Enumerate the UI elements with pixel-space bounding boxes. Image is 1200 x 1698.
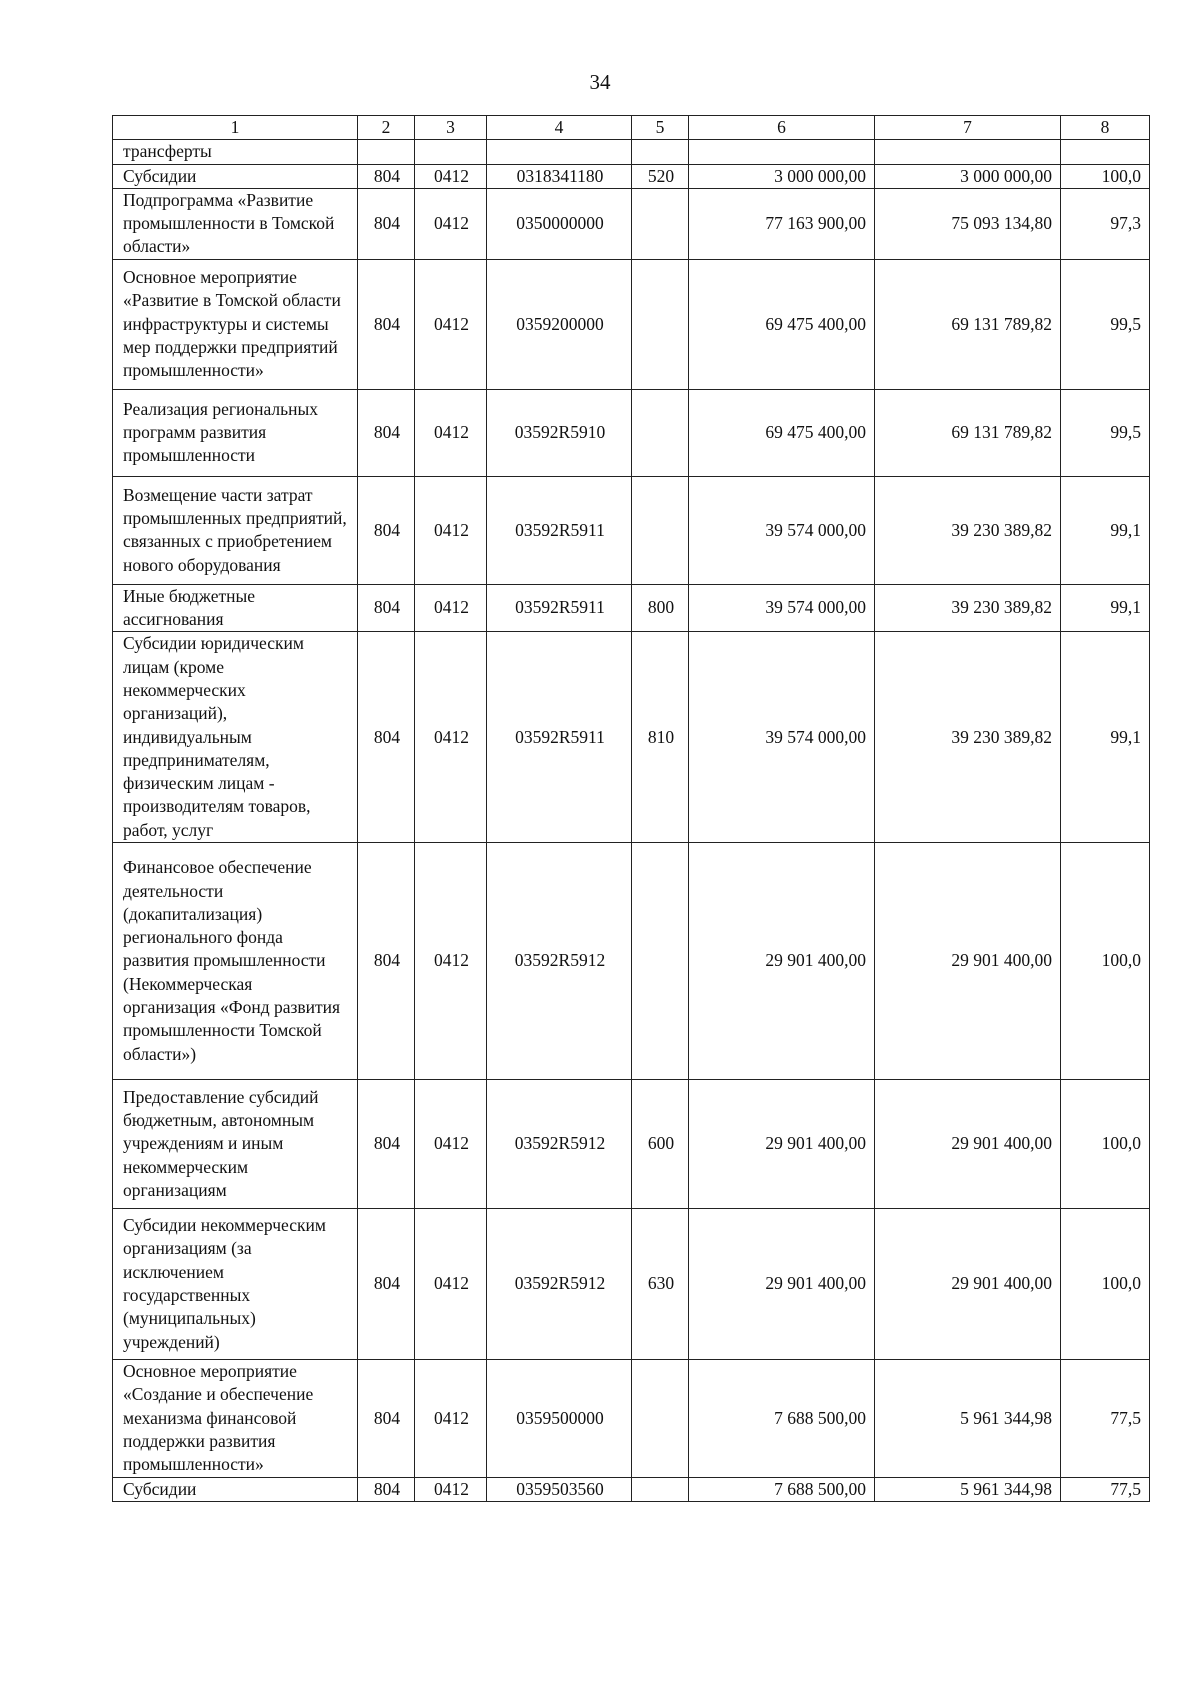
executed-amount-cell: 3 000 000,00 (875, 164, 1061, 188)
target-article-cell: 03592R5912 (487, 1209, 632, 1360)
percent-executed-cell: 100,0 (1061, 1080, 1150, 1209)
expense-type-cell (632, 1360, 689, 1477)
percent-executed-cell: 100,0 (1061, 164, 1150, 188)
row-name-cell: Основное мероприятие «Создание и обеспечение механизма финансовой поддержки развития промышленности» (113, 1360, 358, 1477)
section-code-cell: 0412 (415, 1080, 487, 1209)
row-name-cell: Финансовое обеспечение деятельности (докапитализация) регионального фонда развития промышленности (Некоммерческая организация «Фонд развития промышленности Томской области») (113, 843, 358, 1080)
admin-code-cell: 804 (358, 188, 415, 259)
expense-type-cell (632, 389, 689, 476)
percent-executed-cell: 100,0 (1061, 1209, 1150, 1360)
column-number: 2 (358, 116, 415, 140)
executed-amount-cell: 69 131 789,82 (875, 389, 1061, 476)
table-row (113, 843, 1150, 1080)
expense-type-cell: 810 (632, 632, 689, 843)
approved-amount-cell: 69 475 400,00 (689, 389, 875, 476)
budget-table (112, 115, 1150, 1502)
expense-type-cell (632, 188, 689, 259)
expense-type-cell (632, 259, 689, 389)
table-row (113, 188, 1150, 259)
admin-code-cell: 804 (358, 1080, 415, 1209)
executed-amount-cell: 69 131 789,82 (875, 259, 1061, 389)
expense-type-cell (632, 140, 689, 164)
row-name-cell: Субсидии некоммерческим организациям (за исключением государственных (муниципальных) учреждений) (113, 1209, 358, 1360)
target-article-cell: 03592R5912 (487, 1080, 632, 1209)
expense-type-cell: 800 (632, 584, 689, 632)
expense-type-cell: 600 (632, 1080, 689, 1209)
approved-amount-cell: 77 163 900,00 (689, 188, 875, 259)
section-code-cell: 0412 (415, 843, 487, 1080)
admin-code-cell: 804 (358, 584, 415, 632)
executed-amount-cell: 29 901 400,00 (875, 1209, 1061, 1360)
approved-amount-cell: 39 574 000,00 (689, 632, 875, 843)
executed-amount-cell: 39 230 389,82 (875, 584, 1061, 632)
table-row (113, 1360, 1150, 1477)
percent-executed-cell: 77,5 (1061, 1360, 1150, 1477)
approved-amount-cell: 69 475 400,00 (689, 259, 875, 389)
admin-code-cell: 804 (358, 389, 415, 476)
admin-code-cell (358, 140, 415, 164)
expense-type-cell (632, 1477, 689, 1501)
target-article-cell (487, 140, 632, 164)
executed-amount-cell (875, 140, 1061, 164)
table-row (113, 1209, 1150, 1360)
section-code-cell: 0412 (415, 1477, 487, 1501)
row-name-cell: Возмещение части затрат промышленных предприятий, связанных с приобретением нового оборудования (113, 476, 358, 584)
admin-code-cell: 804 (358, 632, 415, 843)
admin-code-cell: 804 (358, 1209, 415, 1360)
table-row (113, 140, 1150, 164)
approved-amount-cell: 29 901 400,00 (689, 843, 875, 1080)
column-number: 7 (875, 116, 1061, 140)
percent-executed-cell: 99,1 (1061, 476, 1150, 584)
target-article-cell: 03592R5911 (487, 476, 632, 584)
approved-amount-cell (689, 140, 875, 164)
percent-executed-cell: 99,5 (1061, 389, 1150, 476)
row-name-cell: трансферты (113, 140, 358, 164)
executed-amount-cell: 5 961 344,98 (875, 1360, 1061, 1477)
approved-amount-cell: 29 901 400,00 (689, 1209, 875, 1360)
executed-amount-cell: 75 093 134,80 (875, 188, 1061, 259)
target-article-cell: 03592R5912 (487, 843, 632, 1080)
section-code-cell: 0412 (415, 1209, 487, 1360)
section-code-cell: 0412 (415, 389, 487, 476)
target-article-cell: 0359500000 (487, 1360, 632, 1477)
table-row (113, 476, 1150, 584)
section-code-cell: 0412 (415, 584, 487, 632)
target-article-cell: 0359503560 (487, 1477, 632, 1501)
table-row (113, 259, 1150, 389)
executed-amount-cell: 39 230 389,82 (875, 632, 1061, 843)
target-article-cell: 03592R5911 (487, 632, 632, 843)
table-row (113, 164, 1150, 188)
table-body (113, 140, 1150, 1502)
executed-amount-cell: 29 901 400,00 (875, 843, 1061, 1080)
percent-executed-cell: 99,5 (1061, 259, 1150, 389)
section-code-cell: 0412 (415, 188, 487, 259)
percent-executed-cell (1061, 140, 1150, 164)
approved-amount-cell: 29 901 400,00 (689, 1080, 875, 1209)
section-code-cell: 0412 (415, 259, 487, 389)
table-row (113, 1080, 1150, 1209)
section-code-cell: 0412 (415, 476, 487, 584)
target-article-cell: 0318341180 (487, 164, 632, 188)
target-article-cell: 0359200000 (487, 259, 632, 389)
approved-amount-cell: 7 688 500,00 (689, 1360, 875, 1477)
admin-code-cell: 804 (358, 259, 415, 389)
expense-type-cell: 520 (632, 164, 689, 188)
approved-amount-cell: 39 574 000,00 (689, 584, 875, 632)
row-name-cell: Подпрограмма «Развитие промышленности в Томской области» (113, 188, 358, 259)
column-number: 8 (1061, 116, 1150, 140)
executed-amount-cell: 29 901 400,00 (875, 1080, 1061, 1209)
target-article-cell: 0350000000 (487, 188, 632, 259)
admin-code-cell: 804 (358, 164, 415, 188)
table-row (113, 584, 1150, 632)
table-row (113, 632, 1150, 843)
row-name-cell: Реализация региональных программ развития промышленности (113, 389, 358, 476)
row-name-cell: Предоставление субсидий бюджетным, автономным учреждениям и иным некоммерческим организациям (113, 1080, 358, 1209)
approved-amount-cell: 3 000 000,00 (689, 164, 875, 188)
percent-executed-cell: 99,1 (1061, 584, 1150, 632)
admin-code-cell: 804 (358, 843, 415, 1080)
column-number: 4 (487, 116, 632, 140)
executed-amount-cell: 5 961 344,98 (875, 1477, 1061, 1501)
column-number-row (113, 116, 1150, 140)
approved-amount-cell: 39 574 000,00 (689, 476, 875, 584)
row-name-cell: Субсидии (113, 1477, 358, 1501)
percent-executed-cell: 100,0 (1061, 843, 1150, 1080)
expense-type-cell (632, 843, 689, 1080)
table-row (113, 389, 1150, 476)
admin-code-cell: 804 (358, 476, 415, 584)
table-row (113, 1477, 1150, 1501)
column-number: 3 (415, 116, 487, 140)
column-number: 6 (689, 116, 875, 140)
column-number: 1 (113, 116, 358, 140)
section-code-cell: 0412 (415, 1360, 487, 1477)
target-article-cell: 03592R5911 (487, 584, 632, 632)
section-code-cell (415, 140, 487, 164)
percent-executed-cell: 97,3 (1061, 188, 1150, 259)
approved-amount-cell: 7 688 500,00 (689, 1477, 875, 1501)
percent-executed-cell: 77,5 (1061, 1477, 1150, 1501)
row-name-cell: Субсидии юридическим лицам (кроме некоммерческих организаций), индивидуальным предпринимателям, физическим лицам - производителям товаров, работ, услуг (113, 632, 358, 843)
expense-type-cell: 630 (632, 1209, 689, 1360)
percent-executed-cell: 99,1 (1061, 632, 1150, 843)
target-article-cell: 03592R5910 (487, 389, 632, 476)
executed-amount-cell: 39 230 389,82 (875, 476, 1061, 584)
section-code-cell: 0412 (415, 632, 487, 843)
row-name-cell: Основное мероприятие «Развитие в Томской области инфраструктуры и системы мер поддержки предприятий промышленности» (113, 259, 358, 389)
admin-code-cell: 804 (358, 1360, 415, 1477)
row-name-cell: Иные бюджетные ассигнования (113, 584, 358, 632)
row-name-cell: Субсидии (113, 164, 358, 188)
section-code-cell: 0412 (415, 164, 487, 188)
expense-type-cell (632, 476, 689, 584)
column-number: 5 (632, 116, 689, 140)
admin-code-cell: 804 (358, 1477, 415, 1501)
page-number: 34 (589, 70, 611, 94)
